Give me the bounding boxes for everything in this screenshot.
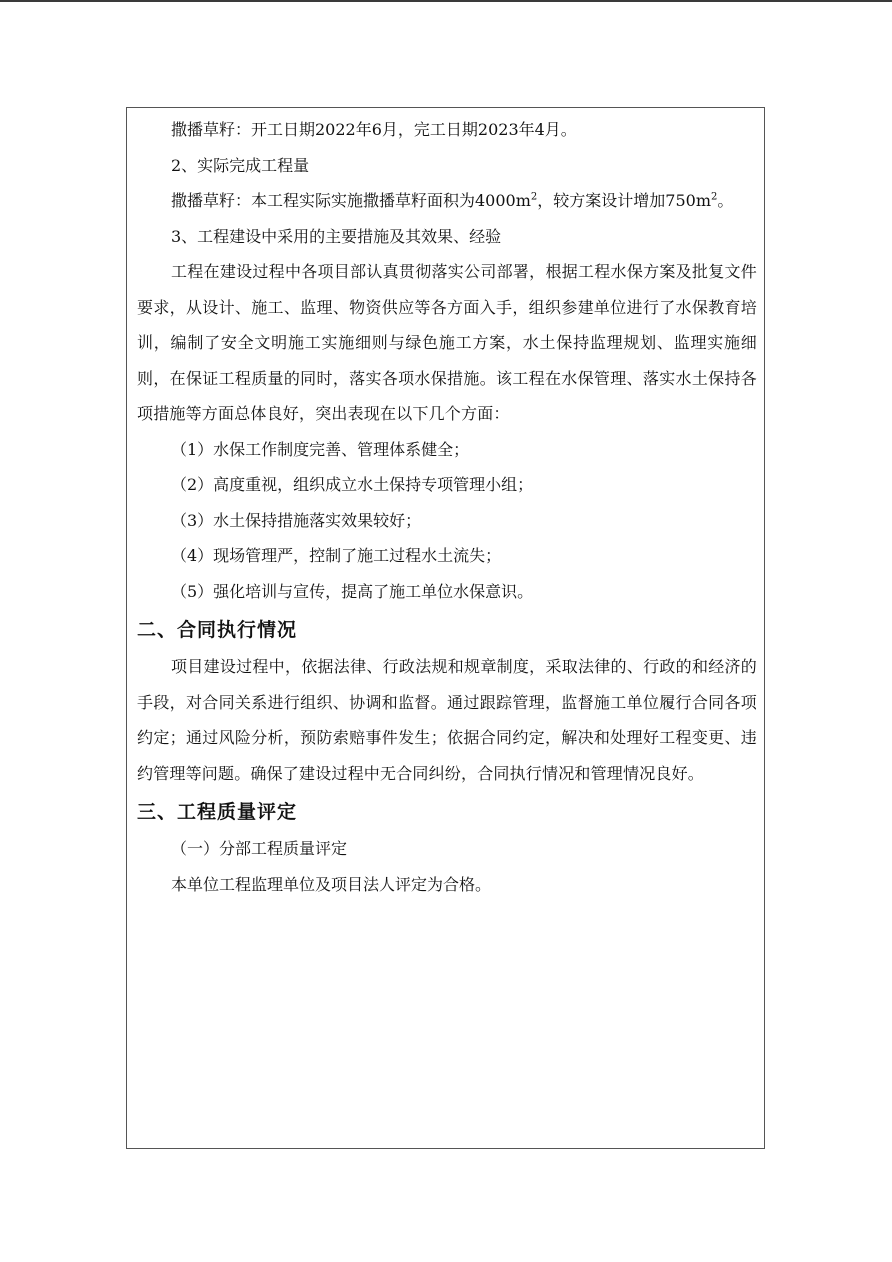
superscript-2: 2 (530, 191, 538, 203)
superscript-2: 2 (711, 191, 718, 203)
list-item: （5）强化培训与宣传，提高了施工单位水保意识。 (171, 581, 534, 601)
list-item: （3）水土保持措施落实效果较好； (171, 510, 422, 530)
quality-subheading: （一）分部工程质量评定 (171, 839, 348, 858)
list-item: （4）现场管理严，控制了施工过程水土流失； (171, 546, 502, 565)
actual-quantity-heading: 2、实际完成工程量 (171, 155, 310, 175)
list-item: （2）高度重视，组织成立水土保持专项管理小组； (171, 475, 534, 494)
measures-heading: 3、工程建设中采用的主要措施及其效果、经验 (171, 226, 502, 246)
actual-quantity-line (137, 183, 757, 219)
top-rule (0, 0, 892, 2)
actual-quantity-prefix: 撒播草籽：本工程实际实施撒播草籽面积为4000m (171, 191, 531, 210)
quality-result: 本单位工程监理单位及项目法人评定为合格。 (171, 874, 492, 894)
contract-paragraph: 项目建设过程中，依据法律、行政法规和规章制度，采取法律的、行政的和经济的手段，对合同关系进行组织、协调和监督。通过跟踪管理，监督施工单位履行合同各项约定；通过风险分析，预防索赔事件发生；依据合同约定，解决和处理好工程变更、违约管理等问题。确保了建设过程中无合同纠纷，合同执行情况和管理情况良好。 (137, 657, 757, 783)
list-item: （1）水保工作制度完善、管理体系健全； (171, 439, 470, 459)
actual-quantity-mid: ，较方案设计增加750m (537, 191, 711, 210)
document-body (137, 112, 757, 902)
measures-paragraph: 工程在建设过程中各项目部认真贯彻落实公司部署，根据工程水保方案及批复文件要求，从设计、施工、监理、物资供应等各方面入手，组织参建单位进行了水保教育培训，编制了安全文明施工实施细则与绿色施工方案，水土保持监理规划、监理实施细则，在保证工程质量的同时，落实各项水保措施。该工程在水保管理、落实水土保持各项措施等方面总体良好，突出表现在以下几个方面： (137, 262, 757, 423)
actual-quantity-end: 。 (717, 191, 734, 210)
schedule-line: 撒播草籽：开工日期2022年6月，完工日期2023年4月。 (171, 120, 577, 139)
section-heading-contract: 二、合同执行情况 (137, 619, 298, 641)
section-heading-quality: 三、工程质量评定 (137, 801, 298, 823)
